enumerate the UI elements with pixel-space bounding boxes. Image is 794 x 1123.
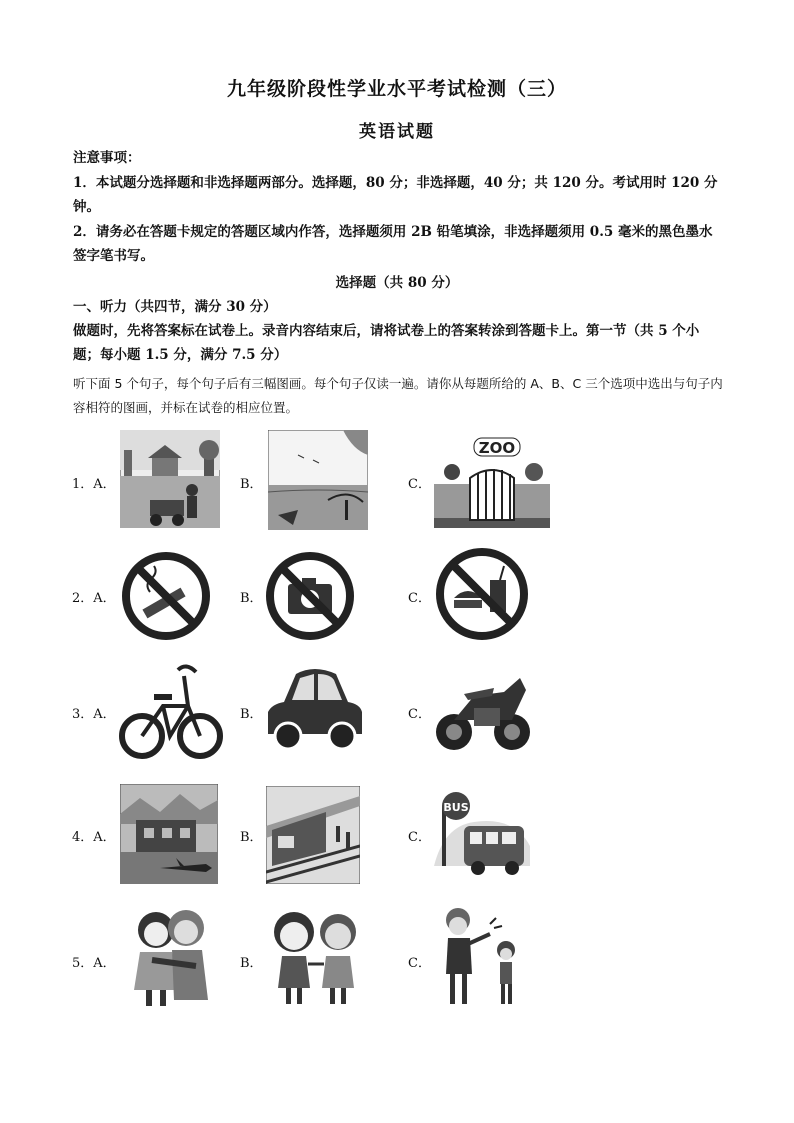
question-1-option-c-label: C． (408, 477, 431, 492)
girls-hugging-image (122, 904, 220, 1012)
question-5-label: 5．A． (72, 956, 116, 971)
question-2-label: 2．A． (72, 591, 116, 606)
note-item-1: 1．本试题分选择题和非选择题两部分。选择题，80 分；非选择题，40 分；共 120 分。考试用时 120 分钟。 (73, 175, 718, 215)
question-4-label: 4．A． (72, 830, 116, 845)
listening-instructions: 听下面 5 个句子，每个句子后有三幅图画。每个句子仅读一遍。请你从每题所给的 A、B、C 三个选项中选出与句子内容相符的图画，并标在试卷的相应位置。 (73, 376, 723, 415)
question-3-label: 3．A． (72, 707, 116, 722)
farm-scene-image (120, 430, 220, 528)
no-smoking-sign-image (120, 550, 212, 642)
zoo-gate-image (434, 432, 550, 528)
question-5-option-c-label: C． (408, 956, 431, 971)
question-1-option-b-label: B． (240, 477, 263, 492)
car-image (264, 660, 366, 760)
question-1-label: 1．A． (72, 477, 116, 492)
bus-image (434, 786, 532, 884)
section-title: 选择题（共 80 分） (335, 275, 459, 291)
no-photo-sign-image (264, 550, 356, 642)
exam-title: 九年级阶段性学业水平考试检测（三） (226, 78, 567, 100)
train-image (266, 786, 360, 884)
bicycle-image (118, 656, 224, 766)
motorcycle-image (434, 660, 532, 760)
question-4-option-b-label: B． (240, 830, 263, 845)
part-description: 做题时，先将答案标在试卷上。录音内容结束后，请将试卷上的答案转涂到答题卡上。第一节（共 5 个小题；每小题 1.5 分，满分 7.5 分） (73, 323, 700, 363)
notes-heading: 注意事项： (73, 150, 141, 166)
question-4-option-c-label: C． (408, 830, 431, 845)
question-2-option-c-label: C． (408, 591, 431, 606)
airport-image (120, 784, 218, 884)
two-kids-image (264, 904, 366, 1008)
woman-scolding-boy-image (430, 904, 528, 1010)
question-5-option-b-label: B． (240, 956, 263, 971)
exam-subject: 英语试题 (359, 122, 435, 142)
question-2-option-b-label: B． (240, 591, 263, 606)
bus-sign-text: BUS (443, 801, 469, 814)
part-heading: 一、听力（共四节，满分 30 分） (73, 299, 277, 315)
no-food-drink-sign-image (434, 546, 530, 642)
question-3-option-b-label: B． (240, 707, 263, 722)
note-item-2: 2．请务必在答题卡规定的答题区域内作答，选择题须用 2B 铅笔填涂，非选择题须用 0.5 毫米的黑色墨水签字笔书写。 (73, 224, 713, 264)
beach-scene-image (268, 430, 368, 530)
question-3-option-c-label: C． (408, 707, 431, 722)
zoo-sign-text: ZOO (478, 439, 516, 457)
